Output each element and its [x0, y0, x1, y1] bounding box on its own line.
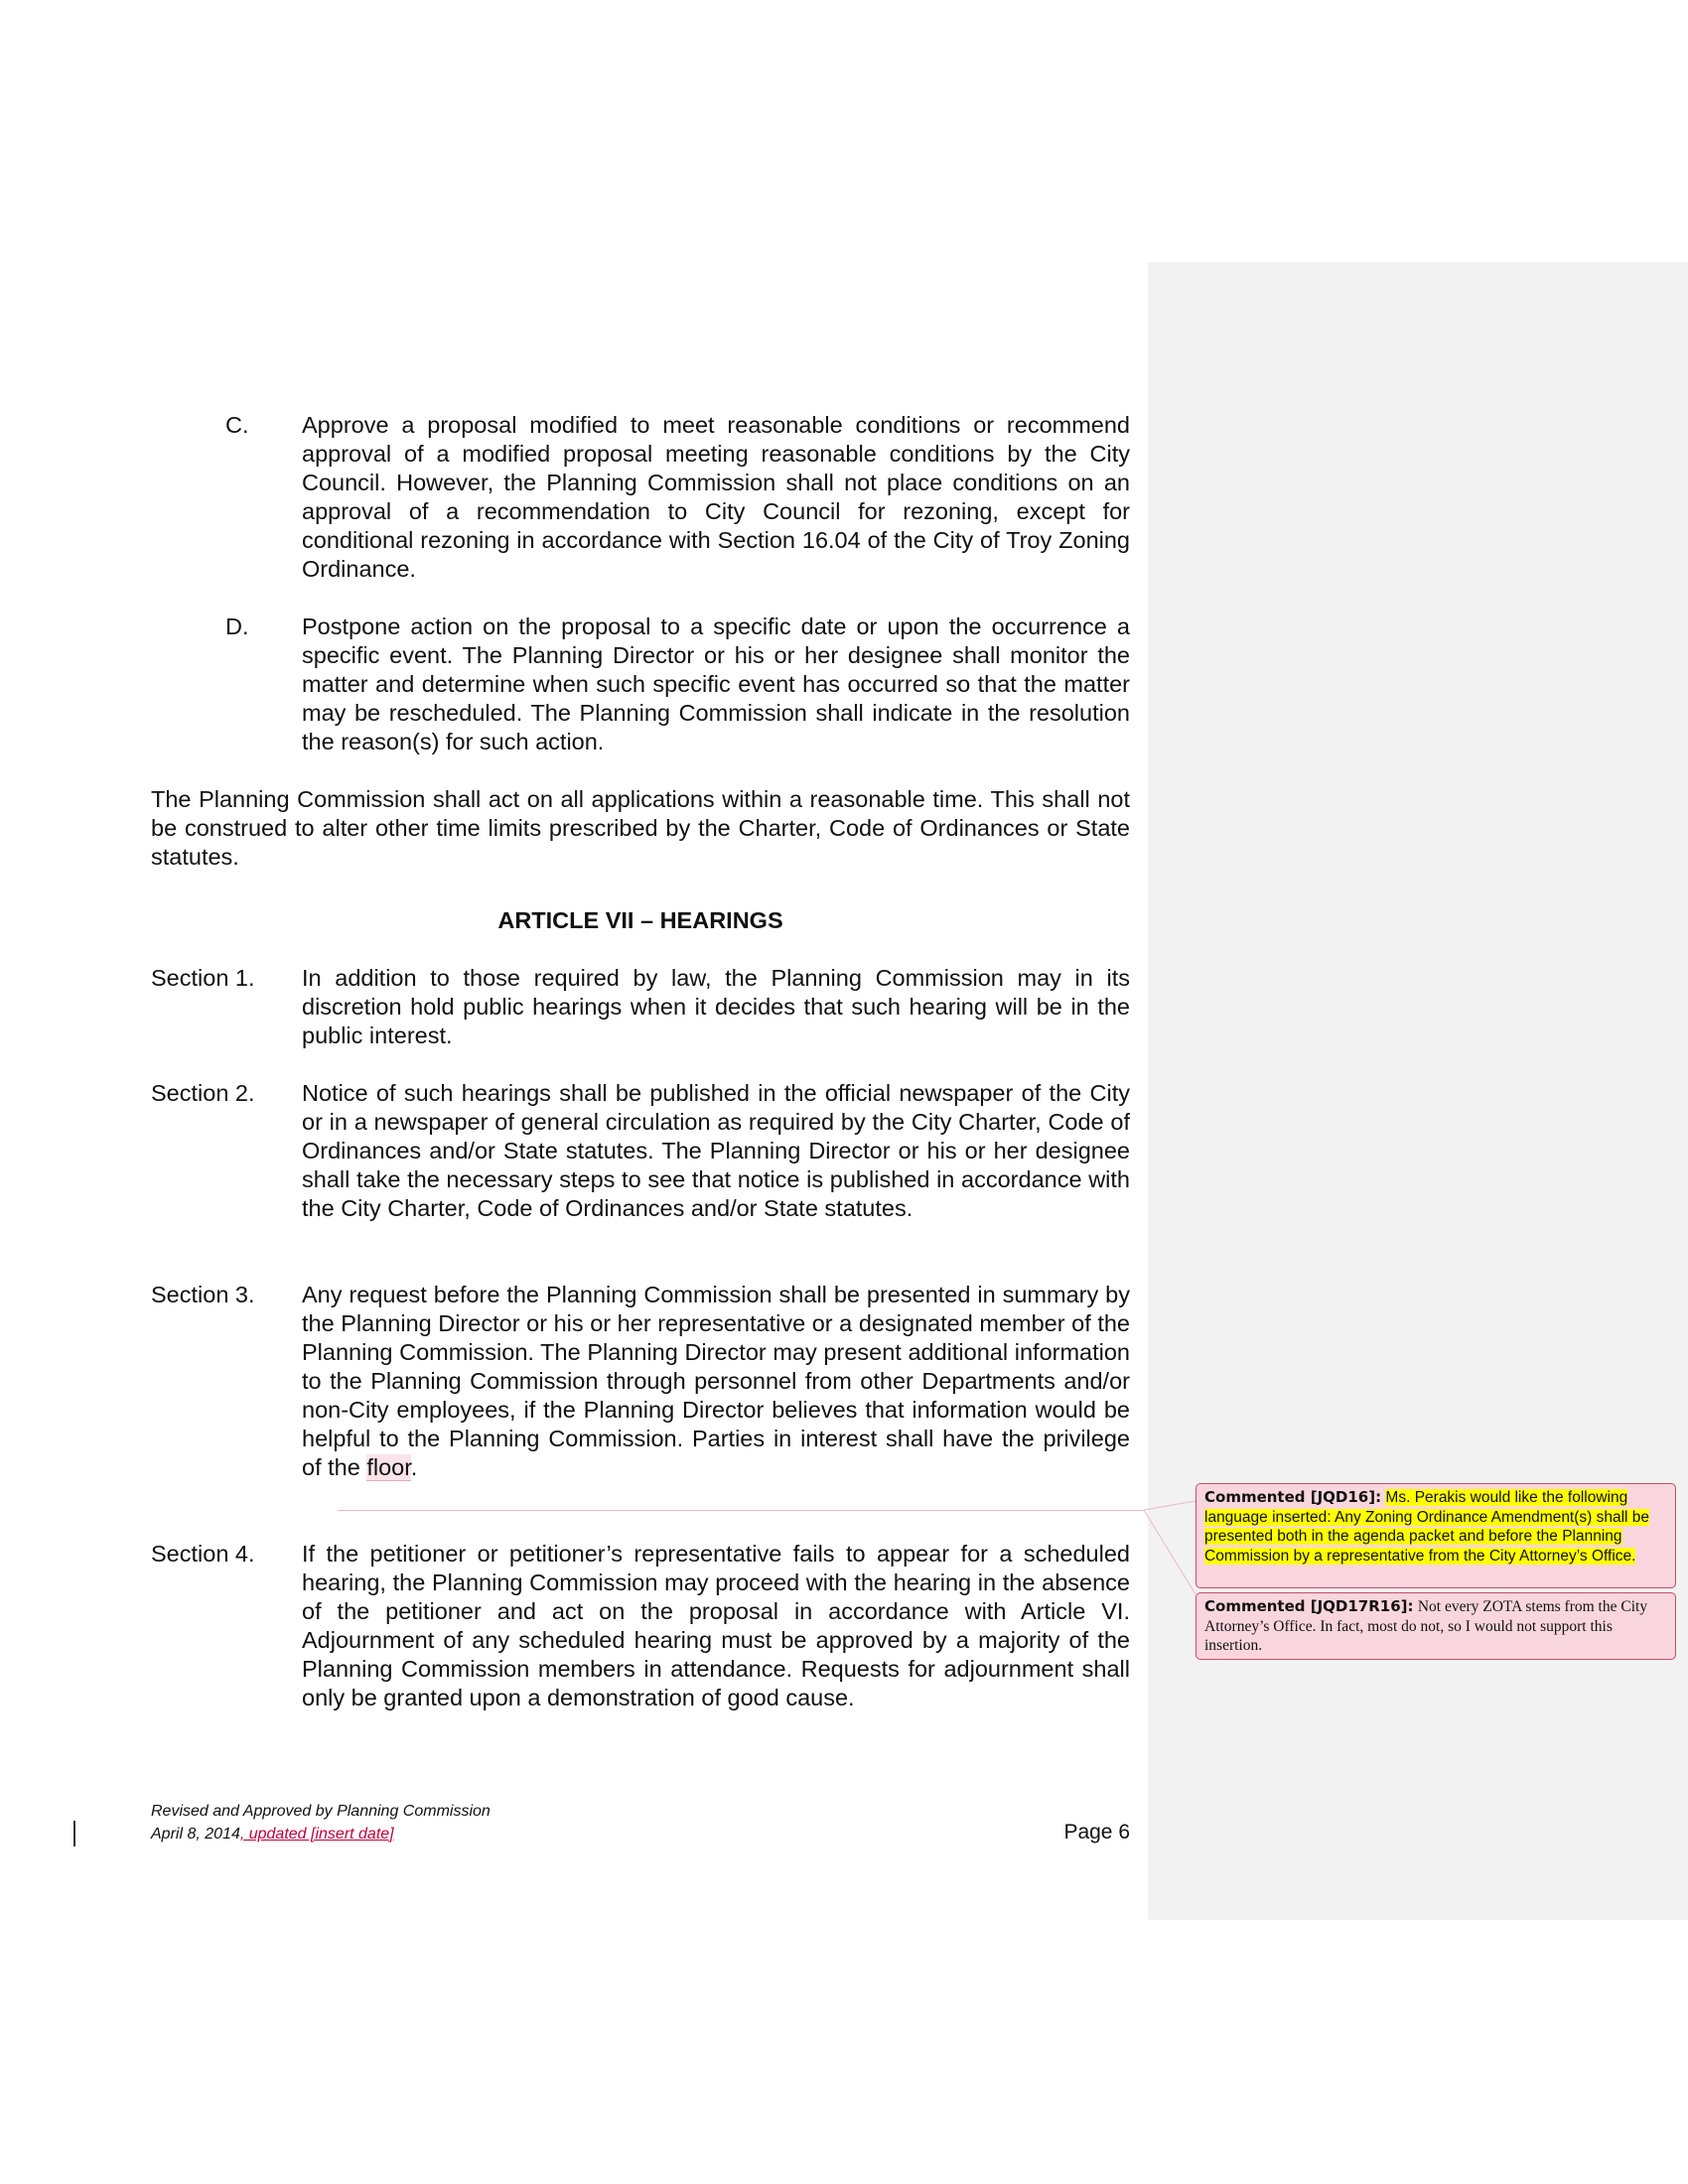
- section-4: [151, 1540, 1130, 1712]
- section-text: If the petitioner or petitioner’s representative fails to appear for a scheduled hearing, the Planning Commission may proceed with the hearing in the absence of the petitioner and act on the proposal in accordance with Article VI. Adjournment of any scheduled hearing must be approved by a majority of the Planning Commission members in attendance. Requests for adjournment shall only be granted upon a demonstration of good cause.: [302, 1541, 1130, 1710]
- section-marker: Section 1.: [151, 965, 255, 991]
- list-item-text: Approve a proposal modified to meet reasonable conditions or recommend approval of a modified proposal meeting reasonable conditions by the City Council. However, the Planning Commission shall not place conditions on an approval of a recommendation to City Council for rezoning, except for conditional rezoning in accordance with Section 16.04 of the City of Troy Zoning Ordinance.: [302, 412, 1130, 582]
- comment-label: Commented [JQD17R16]:: [1204, 1597, 1414, 1615]
- section-2: [151, 1079, 1130, 1223]
- section-3: [151, 1281, 1130, 1482]
- comment-balloon[interactable]: [1196, 1483, 1676, 1588]
- comment-text: Not every ZOTA stems from the City Attorney’s Office. In fact, most do not, so I would not support this insertion.: [1204, 1598, 1648, 1654]
- page-number: Page 6: [1063, 1821, 1130, 1843]
- section-marker: Section 4.: [151, 1541, 255, 1567]
- footer-line-1: Revised and Approved by Planning Commission: [151, 1803, 491, 1820]
- comment-label: Commented [JQD16]:: [1204, 1488, 1382, 1506]
- section-text: In addition to those required by law, the Planning Commission may in its discretion hold public hearings when it decides that such hearing will be in the public interest.: [302, 965, 1130, 1048]
- list-marker: C.: [225, 412, 249, 438]
- section-text: [302, 1281, 1130, 1482]
- body-paragraph: The Planning Commission shall act on all applications within a reasonable time. This shall not be construed to alter other time limits prescribed by the Charter, Code of Ordinances or State statutes.: [151, 786, 1130, 870]
- footer-line-2: [151, 1823, 491, 1845]
- section-marker: Section 2.: [151, 1080, 255, 1106]
- comment-reply-balloon[interactable]: [1196, 1592, 1676, 1660]
- section-text-body: Any request before the Planning Commission shall be presented in summary by the Planning Director or his or her representative or a designated member of the Planning Commission. The Planning Director may present additional information to the Planning Commission through personnel from other Departments and/or non-City employees, if the Planning Director believes that information would be helpful to the Planning Commission. Parties in interest shall have the privilege of the: [302, 1282, 1130, 1480]
- section-text-end: .: [410, 1454, 418, 1480]
- change-bar: [73, 1821, 75, 1846]
- list-marker: D.: [225, 614, 249, 639]
- list-item-d: [151, 613, 1130, 756]
- comment-anchor-line: [338, 1510, 1144, 1511]
- section-marker: Section 3.: [151, 1282, 255, 1307]
- footer-revision-note: [151, 1800, 491, 1845]
- section-1: [151, 964, 1130, 1050]
- comment-anchor-word[interactable]: floor: [366, 1454, 411, 1480]
- footer-date: April 8, 2014: [151, 1826, 240, 1843]
- comment-pane: [1148, 262, 1688, 1920]
- section-text: Notice of such hearings shall be published in the official newspaper of the City or in a newspaper of general circulation as required by the City Charter, Code of Ordinances and/or State statutes. The Planning Director or his or her designee shall take the necessary steps to see that notice is published in accordance with the City Charter, Code of Ordinances and/or State statutes.: [302, 1080, 1130, 1221]
- list-item-c: [151, 411, 1130, 584]
- tracked-insertion: , updated [insert date]: [239, 1826, 394, 1843]
- article-heading: ARTICLE VII – HEARINGS: [497, 907, 783, 933]
- comment-text: Ms. Perakis would like the following language inserted: Any Zoning Ordinance Amendment(s) shall be presented both in the agenda packet and before the Planning Commission by a representative from the City Attorney’s Office.: [1204, 1489, 1650, 1565]
- list-item-text: Postpone action on the proposal to a specific date or upon the occurrence a specific event. The Planning Director or his or her designee shall monitor the matter and determine when such specific event has occurred so that the matter may be rescheduled. The Planning Commission shall indicate in the resolution the reason(s) for such action.: [302, 614, 1130, 754]
